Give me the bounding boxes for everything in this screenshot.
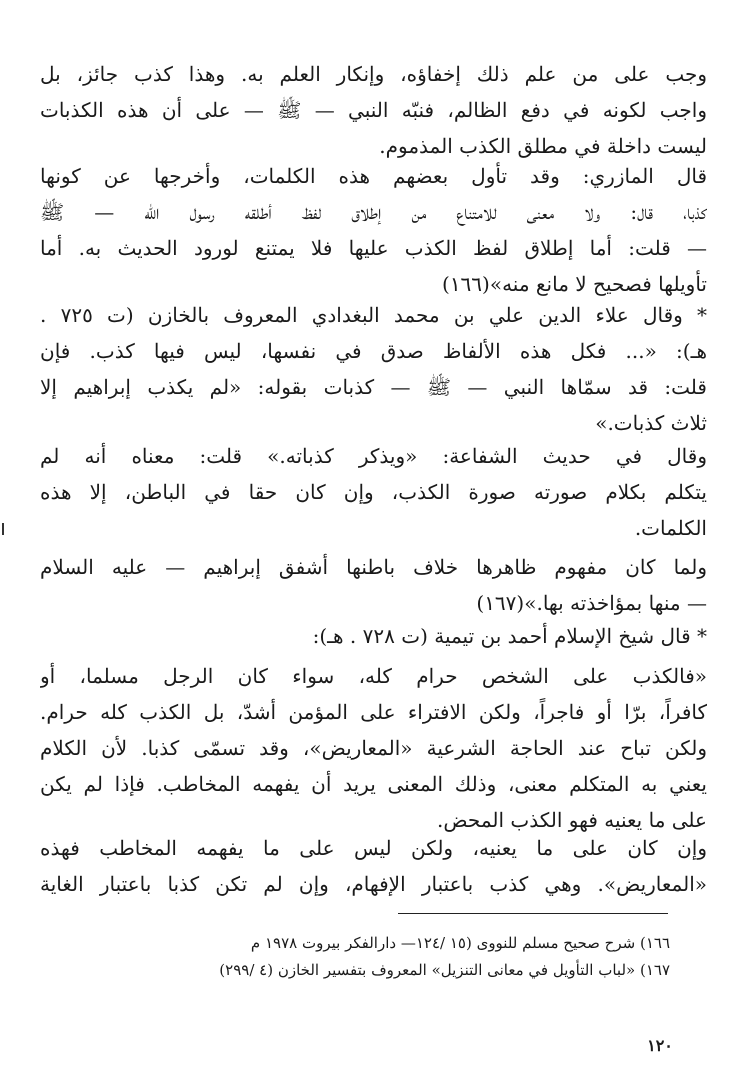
text-line: — قلت: أما إطلاق لفظ الكذب عليها فلا يمتنع لورود الحديث به. أما [40,236,707,260]
text-line: قال المازري: وقد تأول بعضهم هذه الكلمات، وأخرجها عن كونها [40,164,707,188]
text-line: «المعاريض». وهي كذب باعتبار الإفهام، وإن لم تكن كذبا باعتبار الغاية [40,872,707,896]
text-line: كذبا، قال: ولا معنى للامتناع من إطلاق لفظ أطلقه رسول الله — ﷺ [40,200,707,224]
text-line: ولما كان مفهوم ظاهرها خلاف باطنها أشفق إبراهيم — عليه السلام [40,555,707,579]
text-line: على ما يعنيه فهو الكذب المحض. [437,808,707,832]
scan-edge-mark [2,523,4,535]
text-line: يتكلم بكلام صورته صورة الكذب، وإن كان حقا في الباطن، إلا هذه [40,480,707,504]
text-line: وإن كان على ما يعنيه، ولكن ليس على ما يفهمه المخاطب فهذه [40,836,707,860]
paragraph-8 [40,830,707,902]
footnote-divider [398,913,668,914]
text-line: ولكن تباح عند الحاجة الشرعية «المعاريض»، وقد تسمّى كذبا. لأن الكلام [40,736,707,760]
text-line: «فالكذب على الشخص حرام كله، سواء كان الرجل مسلما، أو [40,664,707,688]
text-line: واجب لكونه في دفع الظالم، فنبّه النبي — ﷺ — على أن هذه الكذبات [40,98,707,122]
paragraph-3 [40,297,707,441]
footnote-167: ١٦٧) «لباب التأويل في معانى التنزيل» المعروف بتفسير الخازن (٤ /٢٩٩) [219,961,670,979]
text-line: وقال في حديث الشفاعة: «ويذكر كذباته.» قلت: معناه أنه لم [40,444,707,468]
text-line: * قال شيخ الإسلام أحمد بن تيمية (ت ٧٢٨ . هـ): [312,624,707,648]
paragraph-6 [40,618,707,654]
text-line: — منها بمؤاخذته بها.»(١٦٧) [476,591,707,615]
text-line: قلت: قد سمّاها النبي — ﷺ — كذبات بقوله: «لم يكذب إبراهيم إلا [40,375,707,399]
text-line: ليست داخلة في مطلق الكذب المذموم. [379,134,707,158]
text-line: يعني به المتكلم معنى، وذلك المعنى يريد أن يفهمه المخاطب. فإذا لم يكن [40,772,707,796]
paragraph-1 [40,56,707,164]
text-line: تأويلها فصحيح لا مانع منه»(١٦٦) [442,272,707,296]
text-line: الكلمات. [634,516,707,540]
footnote-166: ١٦٦) شرح صحيح مسلم للنووى (١٥ /١٢٤— دارالفكر بيروت ١٩٧٨ م [250,934,670,952]
text-line: كافراً، برّا أو فاجراً، ولكن الافتراء على المؤمن أشدّ، بل الكذب كله حرام. [40,700,707,724]
paragraph-2 [40,158,707,302]
paragraph-4 [40,438,707,546]
text-line: * وقال علاء الدين علي بن محمد البغدادي المعروف بالخازن (ت ٧٢٥ . [40,303,707,327]
paragraph-7 [40,658,707,838]
text-line: ثلاث كذبات.» [595,411,707,435]
text-line: وجب على من علم ذلك إخفاؤه، وإنكار العلم به. وهذا كذب جائز، بل [40,62,707,86]
text-line: هـ): «... فكل هذه الألفاظ صدق في نفسها، ليس فيها كذب. فإن [40,339,707,363]
paragraph-5 [40,549,707,621]
page-number: ١٢٠ [647,1036,673,1055]
